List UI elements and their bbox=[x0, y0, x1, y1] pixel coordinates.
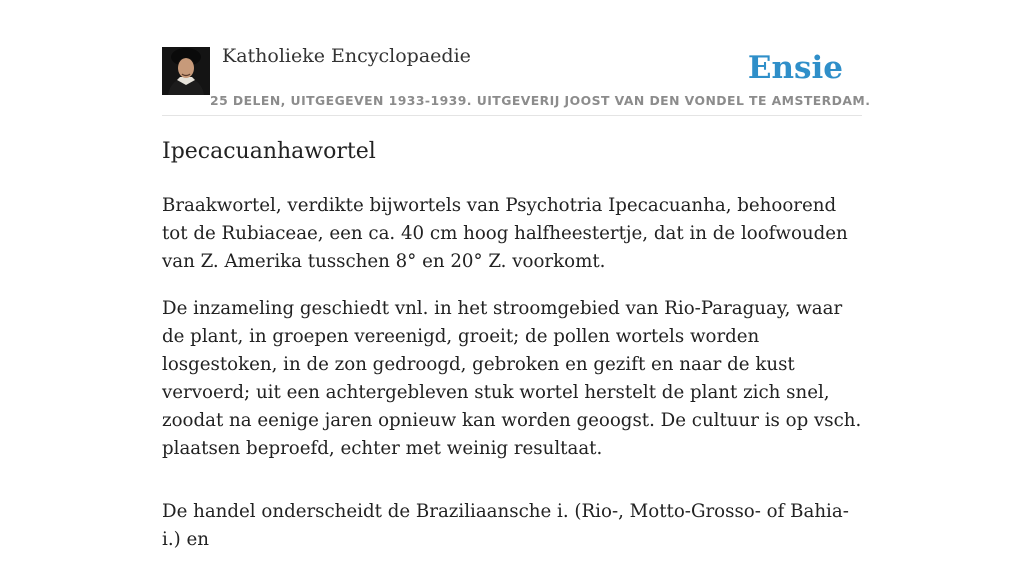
article-paragraph: De inzameling geschiedt vnl. in het stroomgebied van Rio-Paraguay, waar de plant, in groepen vereenigd, groeit; de pollen wortels worden losgestoken, in de zon gedroogd, gebroken en gezift en naar de kust vervoerd; uit een achtergebleven stuk wortel herstelt de plant zich snel, zoodat na eenige jaren opnieuw kan worden geoogst. De cultuur is op vsch. plaatsen beproefd, echter met weinig resultaat. bbox=[162, 298, 862, 459]
page bbox=[162, 0, 871, 550]
ensie-logo[interactable]: Ensie bbox=[747, 50, 843, 86]
article-paragraph: Braakwortel, verdikte bijwortels van Psychotria Ipecacuanha, behoorend tot de Rubiaceae, een ca. 40 cm hoog halfheestertje, dat in de loofwouden van Z. Amerika tusschen 8° en 20° Z. voorkomt. bbox=[162, 195, 848, 272]
article-paragraph: De handel onderscheidt de Braziliaansche i. (Rio-, Motto-Grosso- of Bahia-i.) en bbox=[162, 501, 849, 550]
article-body bbox=[162, 192, 862, 573]
article-title: Ipecacuanhawortel bbox=[162, 139, 376, 164]
source-avatar[interactable] bbox=[162, 47, 210, 95]
source-title[interactable]: Katholieke Encyclopaedie bbox=[222, 45, 471, 67]
source-meta: 25 DELEN, UITGEGEVEN 1933-1939. UITGEVERIJ JOOST VAN DEN VONDEL TE AMSTERDAM. bbox=[210, 93, 871, 108]
portrait-icon bbox=[162, 47, 210, 95]
source-header bbox=[162, 0, 871, 116]
